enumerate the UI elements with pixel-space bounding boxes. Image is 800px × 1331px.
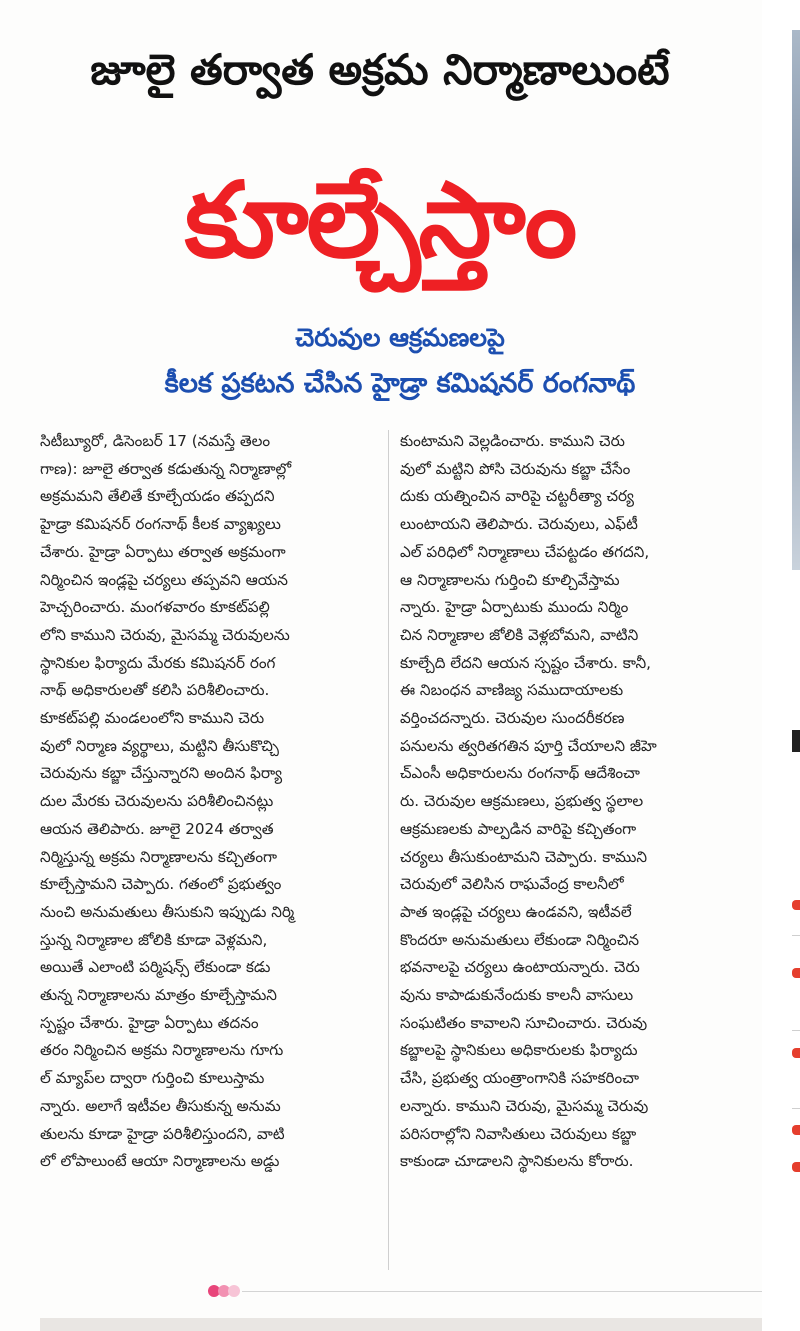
- body-line: చర్యలు తీసుకుంటామని చెప్పారు. కాముని: [400, 847, 647, 866]
- body-line: పాత ఇండ్లపై చర్యలు ఉండవని, ఇటీవలే: [400, 902, 632, 921]
- body-line: న్నారు. హైడ్రా ఏర్పాటుకు ముందు నిర్మిం: [400, 598, 629, 617]
- body-line: పరిసరాల్లోని నివాసితులు చెరువులు కబ్జా: [400, 1124, 637, 1143]
- bullet-icon: [792, 1125, 800, 1135]
- body-line: ల్ మ్యాప్‌ల ద్వారా గుర్తించి కూలుస్తామ: [40, 1069, 265, 1088]
- body-line: హైడ్రా కమిషనర్ రంగనాథ్ కీలక వ్యాఖ్యలు: [40, 515, 281, 534]
- body-line: కొందరూ అనుమతులు లేకుండా నిర్మించిన: [400, 930, 640, 949]
- body-line: లన్నారు. కాముని చెరువు, మైసమ్మ చెరువు: [400, 1096, 649, 1115]
- bullet-icon: [792, 1048, 800, 1058]
- body-line: కాకుండా చూడాలని స్థానికులను కోరారు.: [400, 1152, 634, 1171]
- body-line: సిటీబ్యూరో, డిసెంబర్ 17 (నమస్తే తెలం: [40, 432, 271, 450]
- body-line: చిన నిర్మాణాల జోలికి వెళ్లబోమని, వాటిని: [400, 625, 639, 644]
- body-line: భవనాలపై చర్యలు ఉంటాయన్నారు. చెరు: [400, 958, 640, 977]
- body-line: స్పష్టం చేశారు. హైడ్రా ఏర్పాటు తదనం: [40, 1013, 259, 1032]
- body-line: చెరువులో వెలిసిన రాఘవేంద్ర కాలనీలో: [400, 875, 624, 894]
- body-line: నుంచి అనుమతులు తీసుకుని ఇప్పుడు నిర్మి: [40, 902, 295, 921]
- body-line: ఆయన తెలిపారు. జూలై 2024 తర్వాత: [40, 819, 274, 838]
- column-divider: [388, 430, 389, 1270]
- adjacent-rule: [792, 1030, 800, 1031]
- body-line: తున్న నిర్మాణాలను మాత్రం కూల్చేస్తామని: [40, 986, 277, 1005]
- body-line: కూకట్‌పల్లి మండలంలోని కాముని చెరు: [40, 709, 265, 728]
- body-line: అయితే ఎలాంటి పర్మిషన్స్ లేకుండా కడు: [40, 958, 271, 977]
- body-line: సంఘటితం కావాలని సూచించారు. చెరువు: [400, 1013, 648, 1032]
- body-line: చేశారు. హైడ్రా ఏర్పాటు తర్వాత అక్రమంగా: [40, 542, 286, 561]
- body-column-left: [40, 428, 390, 1176]
- body-column-right: [400, 428, 750, 1176]
- body-line: నిర్మించిన ఇండ్లపై చర్యలు తప్పవని ఆయన: [40, 570, 288, 589]
- body-line: చెరువును కబ్జా చేస్తున్నారని అందిన ఫిర్యా: [40, 764, 283, 783]
- body-line: స్థానికుల ఫిర్యాదు మేరకు కమిషనర్ రంగ: [40, 653, 276, 672]
- deck-line-2: కీలక ప్రకటన చేసిన హైడ్రా కమిషనర్ రంగనాథ్: [164, 368, 636, 399]
- body-line: కుంటామని వెల్లడించారు. కాముని చెరు: [400, 432, 625, 450]
- dot-icon: [228, 1285, 240, 1297]
- body-line: లో లోపాలుంటే ఆయా నిర్మాణాలను అడ్డు: [40, 1152, 280, 1171]
- body-line: చ్ఎంసీ అధికారులను రంగనాథ్ ఆదేశించా: [400, 764, 640, 783]
- body-line: వులో మట్టిని పోసి చెరువును కబ్జా చేసేం: [400, 459, 631, 478]
- next-article-strip: [40, 1318, 762, 1331]
- body-line: హెచ్చరించారు. మంగళవారం కూకట్‌పల్లి: [40, 598, 270, 617]
- body-line: స్తున్న నిర్మాణాల జోలికి కూడా వెళ్లమని,: [40, 930, 268, 949]
- adjacent-page-heading-bar: [792, 730, 800, 752]
- body-line: వును కాపాడుకునేందుకు కాలనీ వాసులు: [400, 986, 634, 1005]
- body-line: ఆక్రమణలకు పాల్పడిన వారిపై కచ్చితంగా: [400, 819, 637, 838]
- body-line: ఈ నిబంధన వాణిజ్య సముదాయాలకు: [400, 681, 624, 700]
- body-line: ఎల్ పరిధిలో నిర్మాణాలు చేపట్టడం తగదని,: [400, 542, 650, 561]
- body-line: లుంటాయని తెలిపారు. చెరువులు, ఎఫ్‌టీ: [400, 515, 638, 534]
- body-line: వులో నిర్మాణ వ్యర్థాలు, మట్టిని తీసుకొచ్చి: [40, 736, 279, 755]
- body-line: నిర్మిస్తున్న అక్రమ నిర్మాణాలను కచ్చితంగా: [40, 847, 278, 866]
- body-line: పనులను త్వరితగతిన పూర్తి చేయాలని జీహె: [400, 736, 657, 755]
- body-line: తరం నిర్మించిన అక్రమ నిర్మాణాలను గూగు: [40, 1041, 284, 1060]
- bullet-icon: [792, 968, 800, 978]
- body-line: దుకు యత్నించిన వారిపై చట్టరీత్యా చర్య: [400, 487, 634, 506]
- body-line: గాణ): జూలై తర్వాత కడుతున్న నిర్మాణాల్లో: [40, 459, 292, 478]
- body-line: నాథ్ అధికారులతో కలిసి పరిశీలించారు.: [40, 681, 270, 700]
- end-rule: [242, 1291, 762, 1292]
- body-line: చేసి, ప్రభుత్వ యంత్రాంగానికి సహకరించా: [400, 1069, 639, 1088]
- body-line: కూల్చేస్తామని చెప్పారు. గతంలో ప్రభుత్వం: [40, 875, 282, 894]
- body-line: కూల్చేది లేదని ఆయన స్పష్టం చేశారు. కానీ,: [400, 653, 651, 672]
- body-line: వర్తించదన్నారు. చెరువుల సుందరీకరణ: [400, 709, 625, 728]
- adjacent-rule: [792, 1108, 800, 1109]
- bullet-icon: [792, 1162, 800, 1172]
- adjacent-page-photo: [792, 30, 800, 570]
- kicker-headline: జూలై తర్వాత అక్రమ నిర్మాణాలుంటే: [90, 45, 670, 94]
- deck-line-1: చెరువుల ఆక్రమణలపై: [295, 323, 505, 352]
- main-headline: కూల్చేస్తాం: [184, 159, 576, 281]
- bullet-icon: [792, 900, 800, 910]
- body-line: కబ్జాలపై స్థానికులు అధికారులకు ఫిర్యాదు: [400, 1041, 638, 1060]
- body-line: దుల మేరకు చెరువులను పరిశీలించినట్లు: [40, 792, 274, 811]
- body-line: రు. చెరువుల ఆక్రమణలు, ప్రభుత్వ స్థలాల: [400, 792, 644, 811]
- body-line: అక్రమమని తేలితే కూల్చేయడం తప్పదని: [40, 487, 275, 506]
- body-line: తులను కూడా హైడ్రా పరిశీలిస్తుందని, వాటి: [40, 1124, 285, 1143]
- body-line: లోని కాముని చెరువు, మైసమ్మ చెరువులను: [40, 625, 290, 644]
- body-line: న్నారు. అలాగే ఇటీవల తీసుకున్న అనుమ: [40, 1096, 281, 1115]
- body-line: ఆ నిర్మాణాలను గుర్తించి కూల్చివేస్తామ: [400, 570, 620, 589]
- adjacent-rule: [792, 935, 800, 936]
